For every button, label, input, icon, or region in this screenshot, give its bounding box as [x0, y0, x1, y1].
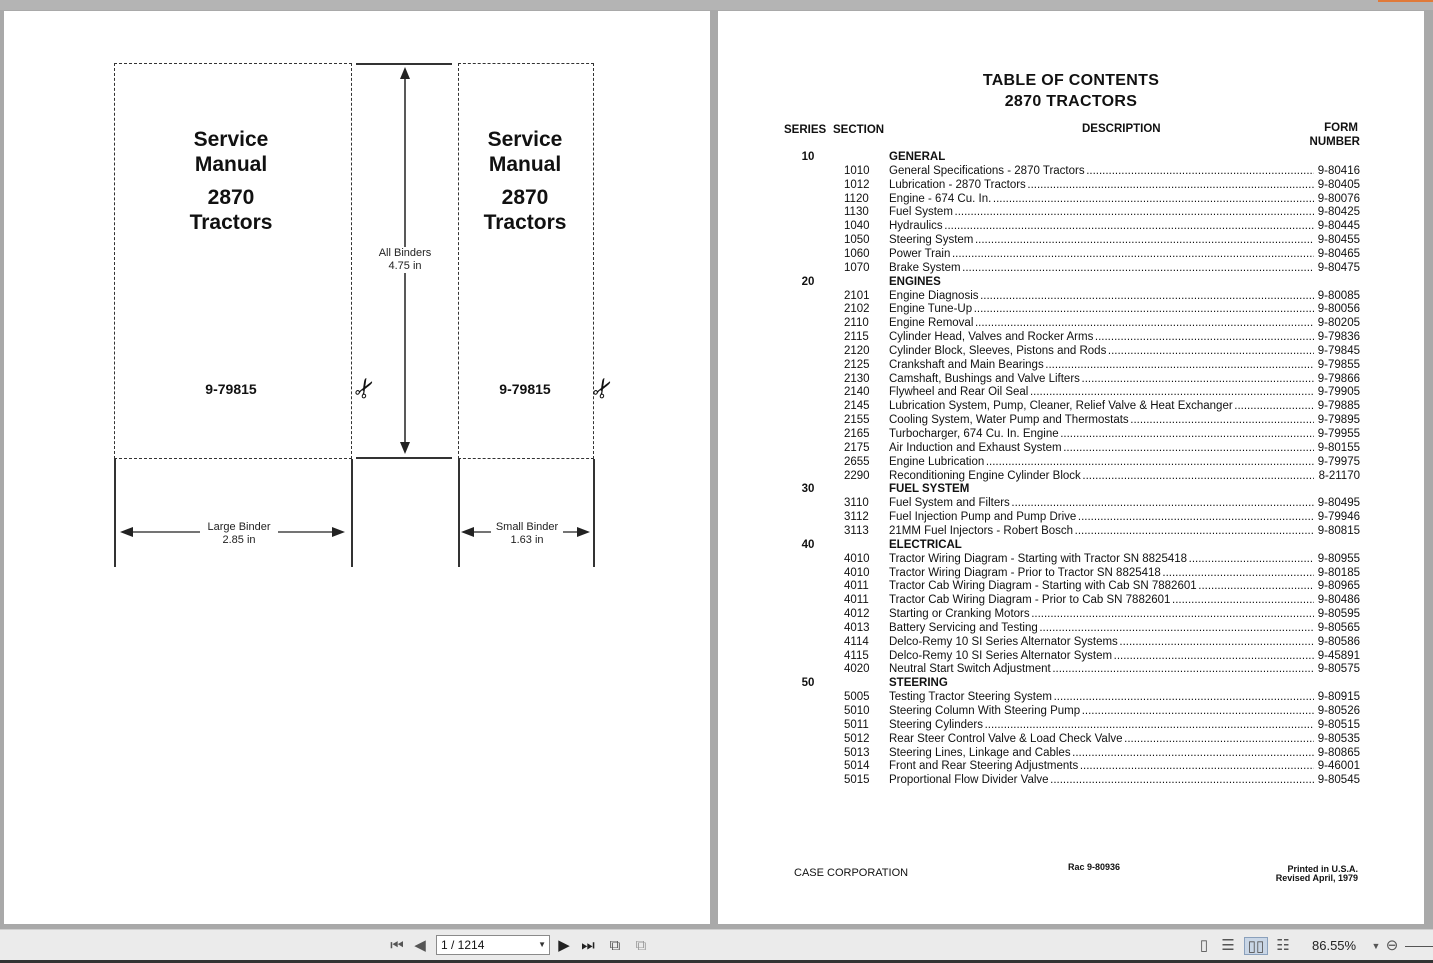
entry-description: [889, 636, 1314, 648]
header-description: DESCRIPTION: [1082, 123, 1161, 135]
entry-description-text: Tractor Cab Wiring Diagram - Starting with Cab SN 7882601: [889, 580, 1197, 593]
entry-description: [889, 760, 1314, 772]
entry-description: [889, 580, 1314, 592]
entry-description-text: Starting or Cranking Motors: [889, 608, 1030, 621]
section-number: 4013: [844, 621, 870, 634]
form-number: 9-80076: [1317, 192, 1360, 205]
section-number: 2130: [844, 372, 870, 385]
scissors-icon: ✂: [346, 371, 384, 405]
toc-title: TABLE OF CONTENTS: [982, 72, 1160, 89]
section-number: 4020: [844, 663, 870, 676]
section-number: 5011: [844, 718, 869, 731]
toc-entry-row: [718, 525, 1424, 539]
header-section: SECTION: [833, 124, 885, 136]
section-number: 4114: [844, 635, 869, 648]
zoom-slider[interactable]: [1405, 946, 1433, 947]
entry-description-text: Reconditioning Engine Cylinder Block: [889, 469, 1081, 482]
page-indicator: 1 / 1214: [441, 938, 485, 952]
entry-description: [889, 317, 1314, 329]
section-number: 3110: [844, 497, 869, 510]
toc-entry-row: [718, 691, 1424, 705]
section-number: 2175: [844, 441, 870, 454]
spine-line: 2870: [207, 186, 255, 209]
section-number: 5005: [844, 691, 870, 704]
section-number: 4011: [844, 580, 869, 593]
entry-description: [889, 262, 1314, 274]
chevron-down-icon: ▼: [538, 940, 546, 949]
section-number: 2655: [844, 455, 870, 468]
entry-description-text: Power Train: [889, 247, 951, 260]
dim-label-text: Large Binder: [207, 521, 271, 533]
entry-description-text: Engine - 674 Cu. In.: [889, 192, 992, 205]
form-number: 8-21170: [1318, 469, 1360, 482]
toc-entry-row: [718, 580, 1424, 594]
entry-description: [889, 774, 1314, 786]
entry-description: [889, 193, 1314, 205]
last-page-icon[interactable]: ⏭: [581, 937, 595, 954]
section-number: 2165: [844, 428, 870, 440]
section-number: 1010: [844, 164, 870, 177]
entry-description: [889, 594, 1314, 606]
section-number: 2145: [844, 400, 870, 413]
entry-description: [889, 553, 1314, 565]
spine-line: Manual: [488, 153, 562, 176]
form-number: 9-80535: [1317, 732, 1360, 745]
toc-entry-row: [718, 663, 1424, 677]
zoom-dropdown-icon[interactable]: ▼: [1371, 941, 1381, 951]
form-number: 9-80515: [1317, 718, 1360, 731]
form-number: 9-80915: [1317, 691, 1360, 704]
series-number: 20: [801, 275, 815, 288]
entry-description-text: Tractor Wiring Diagram - Prior to Tractor SN 8825418: [889, 566, 1161, 579]
section-number: 1120: [844, 192, 869, 205]
form-number: 9-80465: [1317, 247, 1360, 260]
series-number: 50: [801, 677, 815, 690]
toc-subtitle: 2870 TRACTORS: [1004, 93, 1138, 110]
section-number: 4010: [844, 552, 870, 565]
toc-group-row: [718, 483, 1424, 497]
section-number: 2102: [844, 303, 870, 316]
section-number: 1060: [844, 247, 870, 260]
entry-description: [889, 359, 1314, 371]
toc-entry-row: [718, 594, 1424, 608]
toc-entry-row: [718, 262, 1424, 276]
footer-revised: Revised April, 1979: [1275, 873, 1358, 883]
entry-description-text: Neutral Start Switch Adjustment: [889, 663, 1051, 676]
entry-description-text: Crankshaft and Main Bearings: [889, 358, 1044, 371]
section-number: 2125: [844, 358, 870, 371]
entry-description-text: Turbocharger, 674 Cu. In. Engine: [889, 428, 1059, 440]
large-spine-form-number: 9-79815: [205, 381, 257, 397]
pdf-page-left: [4, 11, 710, 924]
toc-entry-row: [718, 234, 1424, 248]
form-number: 9-80056: [1317, 303, 1360, 316]
dim-label-value: 2.85 in: [222, 534, 256, 546]
dim-label-text: Small Binder: [495, 521, 559, 533]
entry-description-text: Cooling System, Water Pump and Thermostats: [889, 414, 1129, 427]
entry-description-text: Steering Lines, Linkage and Cables: [889, 746, 1071, 759]
entry-description-text: Engine Tune-Up: [889, 303, 973, 316]
toc-entry-row: [718, 567, 1424, 581]
spine-line: Service: [487, 128, 563, 151]
form-number: 9-80575: [1317, 663, 1360, 676]
entry-description-text: Steering Column With Steering Pump: [889, 705, 1081, 717]
entry-description-text: Brake System: [889, 261, 961, 274]
form-number: 9-80425: [1317, 206, 1360, 219]
form-number: 9-80205: [1317, 317, 1360, 330]
large-spine-title: [118, 127, 344, 235]
group-heading: STEERING: [889, 677, 948, 690]
entry-description: [889, 206, 1314, 218]
toc-entry-row: [718, 636, 1424, 650]
viewer-toolbar: [0, 929, 1433, 963]
form-number: 9-80185: [1317, 566, 1360, 579]
entry-description: [889, 290, 1314, 302]
entry-description: [889, 400, 1314, 412]
toc-group-row: [718, 276, 1424, 290]
entry-description-text: 21MM Fuel Injectors - Robert Bosch: [889, 524, 1074, 537]
entry-description: [889, 179, 1314, 191]
entry-description: [889, 331, 1314, 343]
spine-line: Manual: [194, 153, 268, 176]
entry-description-text: Fuel Injection Pump and Pump Drive: [889, 511, 1077, 524]
form-number: 9-80565: [1317, 621, 1360, 634]
toc-group-row: [718, 539, 1424, 553]
entry-description-text: Delco-Remy 10 SI Series Alternator System: [889, 649, 1113, 662]
entry-description: [889, 345, 1314, 357]
section-number: 4012: [844, 608, 870, 621]
entry-description-text: Testing Tractor Steering System: [889, 691, 1052, 704]
form-number: 9-79955: [1317, 428, 1360, 440]
toc-entry-row: [718, 317, 1424, 331]
toc-entry-row: [718, 470, 1424, 484]
entry-description-text: Lubrication System, Pump, Cleaner, Relief Valve & Heat Exchanger: [889, 400, 1233, 413]
section-number: 5014: [844, 760, 870, 773]
group-heading: GENERAL: [889, 151, 946, 163]
scissors-icon: ✂: [584, 371, 622, 405]
entry-description-text: Battery Servicing and Testing: [889, 621, 1038, 634]
small-spine-form-number: 9-79815: [499, 381, 551, 397]
spine-line: Tractors: [189, 211, 273, 234]
toc-entry-row: [718, 373, 1424, 387]
entry-description: [889, 456, 1314, 468]
page-number-input[interactable]: [436, 935, 550, 955]
two-page-continuous-icon[interactable]: ☷: [1276, 937, 1290, 954]
form-number: 9-79946: [1317, 511, 1360, 524]
form-number: 9-80475: [1317, 261, 1360, 274]
viewer-top-bar: [0, 0, 1433, 10]
single-page-icon[interactable]: ▯: [1199, 937, 1209, 954]
series-number: 30: [801, 483, 815, 496]
footer-printed: Printed in U.S.A.: [1287, 864, 1358, 874]
form-number: 9-79866: [1317, 372, 1360, 385]
small-binder-label: [491, 521, 563, 547]
section-number: 2101: [844, 289, 870, 302]
form-number: 9-79885: [1317, 400, 1360, 413]
form-number: 9-80455: [1317, 234, 1360, 247]
toc-entry-row: [718, 359, 1424, 373]
entry-description: [889, 747, 1314, 759]
entry-description-text: Camshaft, Bushings and Valve Lifters: [889, 372, 1080, 385]
toc-entry-row: [718, 705, 1424, 719]
form-number: 9-80595: [1317, 608, 1360, 621]
form-number: 9-79836: [1317, 331, 1360, 344]
large-binder-label: [200, 521, 278, 547]
entry-description: [889, 511, 1314, 523]
entry-description: [889, 248, 1314, 260]
spine-line: Tractors: [483, 211, 567, 234]
entry-description-text: Fuel System: [889, 206, 953, 219]
toc-entry-row: [718, 248, 1424, 262]
entry-description-text: Rear Steer Control Valve & Load Check Valve: [889, 732, 1123, 745]
dim-label-text: All Binders: [378, 247, 432, 259]
first-page-icon[interactable]: ⏮: [390, 937, 404, 954]
form-number: 9-80815: [1317, 524, 1360, 537]
entry-description: [889, 608, 1314, 620]
entry-description: [889, 303, 1314, 315]
section-number: 1070: [844, 261, 870, 274]
toc-entry-row: [718, 193, 1424, 207]
dimension-arrows: [4, 11, 710, 924]
spine-line: 2870: [501, 186, 549, 209]
entry-description: [889, 650, 1314, 662]
spine-line: Service: [193, 128, 269, 151]
footer-rac: Rac 9-80936: [1068, 862, 1121, 872]
pdf-page-right: [718, 11, 1424, 924]
form-number: 9-80865: [1317, 746, 1360, 759]
toc-entry-row: [718, 747, 1424, 761]
toc-entry-row: [718, 206, 1424, 220]
toc-group-row: [718, 677, 1424, 691]
entry-description-text: Lubrication - 2870 Tractors: [889, 178, 1026, 191]
toc-entry-row: [718, 428, 1424, 442]
entry-description: [889, 373, 1314, 385]
section-number: 5013: [844, 746, 870, 759]
toc-entry-row: [718, 608, 1424, 622]
section-number: 5015: [844, 774, 870, 787]
entry-description-text: Hydraulics: [889, 220, 943, 233]
form-number: 9-79905: [1317, 386, 1360, 399]
entry-description-text: Tractor Wiring Diagram - Starting with Tractor SN 8825418: [889, 552, 1188, 565]
entry-description: [889, 414, 1314, 426]
section-number: 2155: [844, 414, 870, 427]
section-number: 5012: [844, 732, 870, 745]
entry-description-text: Fuel System and Filters: [889, 497, 1010, 510]
header-series: SERIES: [784, 124, 827, 136]
series-number: 40: [801, 538, 815, 551]
form-number: 9-80085: [1317, 289, 1360, 302]
entry-description-text: General Specifications - 2870 Tractors: [889, 164, 1085, 177]
form-number: 9-79855: [1317, 358, 1360, 371]
series-number: 10: [801, 151, 815, 163]
toc-entry-row: [718, 622, 1424, 636]
footer-company: CASE CORPORATION: [794, 867, 909, 879]
toc-entry-row: [718, 553, 1424, 567]
section-number: 3113: [844, 524, 869, 537]
entry-description: [889, 497, 1314, 509]
toc-entry-row: [718, 774, 1424, 788]
form-number: 9-46001: [1317, 760, 1360, 773]
toc-group-row: [718, 151, 1424, 165]
continuous-icon[interactable]: ☰: [1221, 937, 1235, 954]
section-number: 1130: [844, 206, 869, 219]
entry-description-text: Cylinder Block, Sleeves, Pistons and Rods: [889, 344, 1107, 357]
all-binders-label: [370, 247, 440, 273]
entry-description-text: Engine Diagnosis: [889, 289, 979, 302]
two-page-icon[interactable]: ▯▯: [1244, 937, 1268, 955]
section-number: 2120: [844, 344, 870, 357]
section-number: 1012: [844, 178, 870, 191]
entry-description-text: Engine Lubrication: [889, 455, 985, 468]
group-heading: ENGINES: [889, 275, 941, 288]
entry-description: [889, 733, 1314, 745]
entry-description-text: Flywheel and Rear Oil Seal: [889, 386, 1029, 399]
toc-entry-row: [718, 165, 1424, 179]
form-number: 9-80486: [1317, 594, 1360, 607]
entry-description: [889, 234, 1314, 246]
entry-description: [889, 567, 1314, 579]
entry-description-text: Air Induction and Exhaust System: [889, 441, 1062, 454]
entry-description-text: Proportional Flow Divider Valve: [889, 774, 1049, 787]
zoom-level[interactable]: 86.55%: [1312, 938, 1357, 953]
section-number: 4115: [844, 649, 869, 662]
toc-entry-row: [718, 650, 1424, 664]
toc-entry-row: [718, 386, 1424, 400]
toc-entry-row: [718, 511, 1424, 525]
section-number: 5010: [844, 705, 870, 717]
section-number: 2110: [844, 317, 869, 330]
toc-entry-row: [718, 345, 1424, 359]
section-number: 2140: [844, 386, 870, 399]
entry-description: [889, 165, 1314, 177]
toc-entry-row: [718, 733, 1424, 747]
entry-description-text: Engine Removal: [889, 317, 974, 330]
section-number: 4011: [844, 594, 869, 607]
top-accent-strip: [1378, 0, 1433, 2]
entry-description: [889, 663, 1314, 675]
dim-label-value: 1.63 in: [510, 534, 544, 546]
form-number: 9-80965: [1317, 580, 1360, 593]
entry-description: [889, 719, 1314, 731]
rotate-icon[interactable]: ⧉: [635, 937, 647, 954]
entry-description: [889, 220, 1314, 232]
toc-entry-row: [718, 290, 1424, 304]
toc-entry-row: [718, 400, 1424, 414]
entry-description: [889, 525, 1314, 537]
section-number: 4010: [844, 566, 870, 579]
section-number: 2290: [844, 469, 870, 482]
section-number: 2115: [844, 331, 869, 344]
toc-entry-row: [718, 442, 1424, 456]
form-number: 9-80405: [1317, 178, 1360, 191]
toc-entry-row: [718, 760, 1424, 774]
toc-entry-row: [718, 497, 1424, 511]
entry-description-text: Tractor Cab Wiring Diagram - Prior to Cab SN 7882601: [889, 594, 1171, 607]
form-number: 9-80545: [1317, 774, 1360, 787]
form-number: 9-80495: [1317, 497, 1360, 510]
entry-description-text: Front and Rear Steering Adjustments: [889, 760, 1079, 773]
form-number: 9-45891: [1317, 649, 1360, 662]
toc-entry-row: [718, 414, 1424, 428]
zoom-out-icon[interactable]: ⊖: [1385, 937, 1399, 954]
next-page-icon[interactable]: ▶: [558, 937, 570, 954]
group-heading: FUEL SYSTEM: [889, 483, 970, 496]
entry-description-text: Cylinder Head, Valves and Rocker Arms: [889, 331, 1094, 344]
toc-entry-row: [718, 179, 1424, 193]
entry-description-text: Steering Cylinders: [889, 718, 983, 731]
entry-description: [889, 386, 1314, 398]
section-number: 3112: [844, 511, 869, 524]
section-number: 1050: [844, 234, 870, 247]
form-number: 9-80445: [1317, 220, 1360, 233]
previous-page-icon[interactable]: ◀: [414, 937, 426, 954]
entry-description: [889, 691, 1314, 703]
entry-description: [889, 705, 1314, 717]
entry-description-text: Steering System: [889, 234, 974, 247]
header-number: NUMBER: [1309, 136, 1360, 148]
form-number: 9-80586: [1317, 635, 1360, 648]
form-number: 9-79895: [1317, 414, 1360, 427]
toc-entry-row: [718, 220, 1424, 234]
form-number: 9-80955: [1317, 552, 1360, 565]
form-number: 9-80526: [1317, 705, 1360, 717]
entry-description: [889, 428, 1314, 440]
form-number: 9-79845: [1317, 344, 1360, 357]
form-number: 9-80416: [1317, 164, 1360, 177]
form-number: 9-79975: [1317, 455, 1360, 468]
form-number: 9-80155: [1317, 441, 1360, 454]
fit-page-icon[interactable]: ⧉: [609, 937, 621, 954]
entry-description-text: Delco-Remy 10 SI Series Alternator Systems: [889, 635, 1118, 648]
entry-description: [889, 622, 1314, 634]
group-heading: ELECTRICAL: [889, 538, 962, 551]
toc-entry-row: [718, 303, 1424, 317]
entry-description: [889, 442, 1314, 454]
section-number: 1040: [844, 220, 870, 233]
entry-description: [889, 470, 1314, 482]
small-spine-title: [462, 127, 588, 235]
toc-entry-row: [718, 456, 1424, 470]
toc-entry-row: [718, 719, 1424, 733]
toc-entry-row: [718, 331, 1424, 345]
dim-label-value: 4.75 in: [388, 260, 422, 272]
header-form: FORM: [1324, 122, 1358, 134]
